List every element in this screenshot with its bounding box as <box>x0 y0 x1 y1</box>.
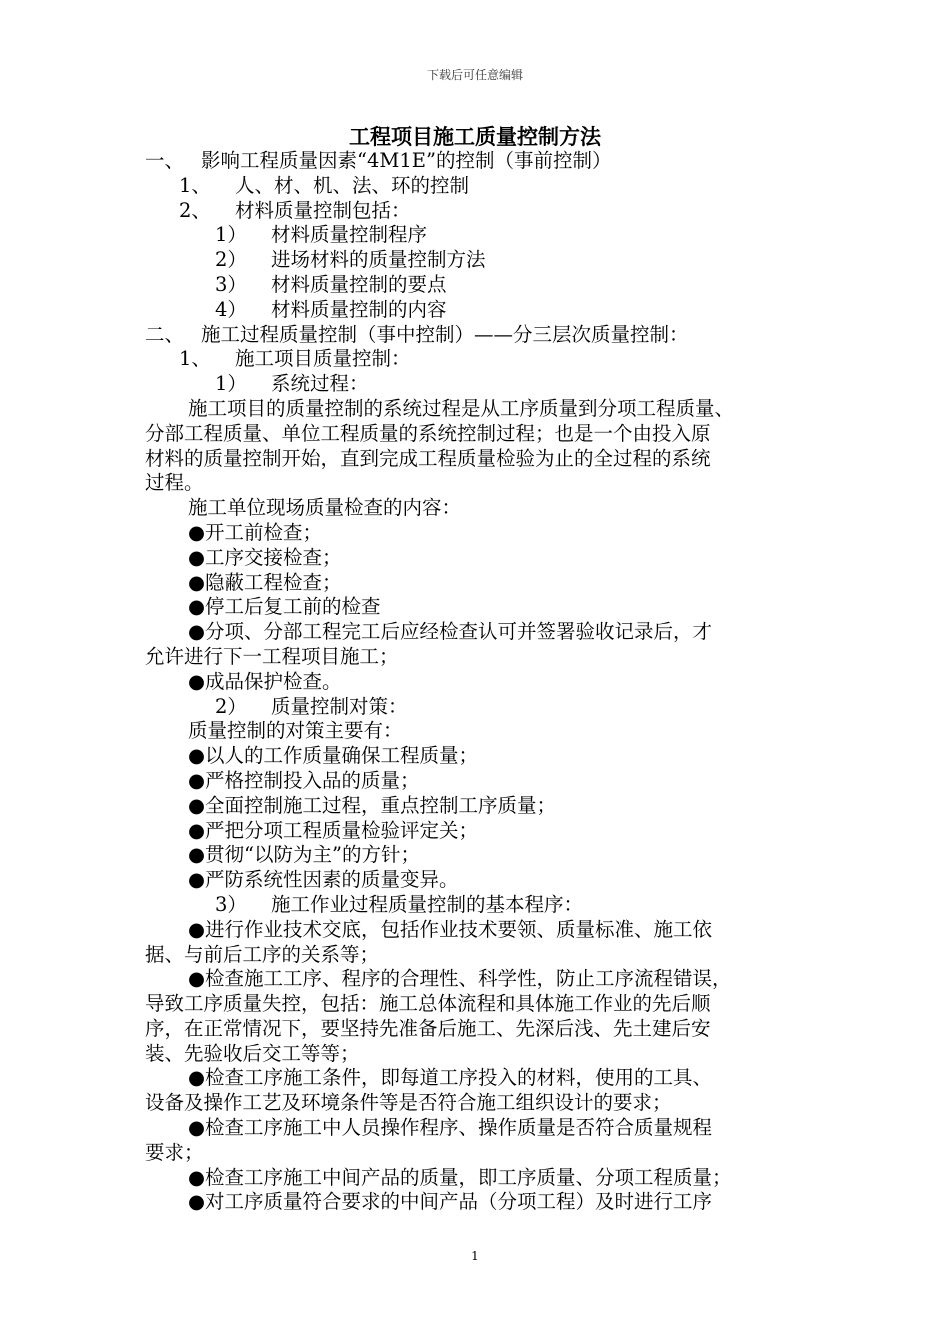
line-text: 材料质量控制包括： <box>235 198 411 222</box>
text-line <box>145 347 815 372</box>
line-text: 设备及操作工艺及环境条件等是否符合施工组织设计的要求； <box>145 1091 672 1115</box>
text-line <box>145 174 815 199</box>
line-text: 施工单位现场质量检查的内容： <box>188 496 462 520</box>
line-text: 序，在正常情况下，要坚持先准备后施工、先深后浅、先土建后安 <box>145 1016 711 1040</box>
list-number: 3） <box>215 272 247 296</box>
line-text: 材料质量控制程序 <box>271 223 428 247</box>
line-text: ●贯彻“以防为主”的方针； <box>188 843 420 867</box>
line-text: ●进行作业技术交底，包括作业技术要领、质量标准、施工依 <box>188 917 713 941</box>
line-text: 质量控制对策： <box>271 694 408 718</box>
text-line <box>145 893 815 918</box>
line-text: ●检查工序施工中间产品的质量，即工序质量、分项工程质量； <box>188 1165 732 1189</box>
text-line <box>145 397 815 422</box>
document-body <box>145 149 815 1215</box>
line-text: 材料的质量控制开始，直到完成工程质量检验为止的全过程的系统 <box>145 446 711 470</box>
text-line <box>145 645 815 670</box>
line-text: 过程。 <box>145 471 204 495</box>
text-line <box>145 620 815 645</box>
line-text: ●严防系统性因素的质量变异。 <box>188 868 459 892</box>
document-title: 工程项目施工质量控制方法 <box>349 124 601 149</box>
text-line <box>145 1141 815 1166</box>
line-text: ●严把分项工程质量检验评定关； <box>188 818 479 842</box>
text-line <box>145 1116 815 1141</box>
line-text: ●开工前检查； <box>188 520 323 544</box>
text-line <box>145 1166 815 1191</box>
line-text: 据、与前后工序的关系等； <box>145 942 380 966</box>
text-line <box>145 967 815 992</box>
text-line <box>145 223 815 248</box>
text-line <box>145 744 815 769</box>
list-number: 4） <box>215 297 247 321</box>
text-line <box>145 471 815 496</box>
line-text: 允许进行下一工程项目施工； <box>145 644 399 668</box>
list-number: 3） <box>215 892 247 916</box>
line-text: ●检查工序施工中人员操作程序、操作质量是否符合质量规程 <box>188 1116 713 1140</box>
line-text: 人、材、机、法、环的控制 <box>235 173 470 197</box>
line-text: 施工项目的质量控制的系统过程是从工序质量到分项工程质量、 <box>188 396 735 420</box>
text-line <box>145 719 815 744</box>
text-line <box>145 248 815 273</box>
line-text: ●检查工序施工条件，即每道工序投入的材料，使用的工具、 <box>188 1066 713 1090</box>
line-text: ●全面控制施工过程，重点控制工序质量； <box>188 793 557 817</box>
text-line <box>145 496 815 521</box>
line-text: ●停工后复工前的检查 <box>188 595 381 619</box>
line-text: 进场材料的质量控制方法 <box>271 248 486 272</box>
line-text: ●成品保护检查。 <box>188 669 342 693</box>
text-line <box>145 794 815 819</box>
list-number: 二、 <box>145 322 185 346</box>
line-text: 要求； <box>145 1140 204 1164</box>
list-number: 1） <box>215 372 247 396</box>
line-text: 材料质量控制的内容 <box>271 297 447 321</box>
line-text: 导致工序质量失控，包括：施工总体流程和具体施工作业的先后顺 <box>145 992 711 1016</box>
text-line <box>145 695 815 720</box>
line-text: 影响工程质量因素“4M1E”的控制（事前控制） <box>201 149 612 172</box>
text-line <box>145 868 815 893</box>
line-text: 质量控制的对策主要有： <box>188 719 403 743</box>
text-line <box>145 1017 815 1042</box>
line-text: ●分项、分部工程完工后应经检查认可并签署验收记录后，才 <box>188 620 713 644</box>
line-text: 装、先验收后交工等等； <box>145 1041 360 1065</box>
text-line <box>145 1042 815 1067</box>
text-line <box>145 323 815 348</box>
text-line <box>145 1066 815 1091</box>
text-line <box>145 199 815 224</box>
text-line <box>145 546 815 571</box>
text-line <box>145 422 815 447</box>
text-line <box>145 372 815 397</box>
text-line <box>145 1190 815 1215</box>
list-number: 2、 <box>179 198 211 222</box>
text-line <box>145 521 815 546</box>
line-text: 施工过程质量控制（事中控制）——分三层次质量控制： <box>201 322 689 346</box>
line-text: ●对工序质量符合要求的中间产品（分项工程）及时进行工序 <box>188 1190 713 1214</box>
line-text: ●隐蔽工程检查； <box>188 570 342 594</box>
text-line <box>145 273 815 298</box>
line-text: 分部工程质量、单位工程质量的系统控制过程；也是一个由投入原 <box>145 421 711 445</box>
text-line <box>145 670 815 695</box>
line-text: ●检查施工工序、程序的合理性、科学性，防止工序流程错误， <box>188 967 732 991</box>
line-text: ●严格控制投入品的质量； <box>188 768 420 792</box>
text-line <box>145 819 815 844</box>
line-text: 施工作业过程质量控制的基本程序： <box>271 892 584 916</box>
text-line <box>145 943 815 968</box>
text-line <box>145 918 815 943</box>
list-number: 一、 <box>145 149 185 172</box>
list-number: 1） <box>215 223 247 247</box>
text-line <box>145 843 815 868</box>
text-line <box>145 149 815 174</box>
text-line <box>145 571 815 596</box>
list-number: 2） <box>215 694 247 718</box>
line-text: 系统过程： <box>271 372 369 396</box>
text-line <box>145 992 815 1017</box>
text-line <box>145 1091 815 1116</box>
text-line <box>145 298 815 323</box>
line-text: 施工项目质量控制： <box>235 347 411 371</box>
list-number: 1、 <box>179 173 211 197</box>
text-line <box>145 595 815 620</box>
line-text: ●工序交接检查； <box>188 545 342 569</box>
line-text: 材料质量控制的要点 <box>271 272 447 296</box>
text-line <box>145 447 815 472</box>
page-header: 下载后可任意编辑 <box>426 68 523 82</box>
list-number: 1、 <box>179 347 211 371</box>
line-text: ●以人的工作质量确保工程质量； <box>188 744 479 768</box>
list-number: 2） <box>215 248 247 272</box>
page-number: 1 <box>471 1249 479 1263</box>
text-line <box>145 769 815 794</box>
